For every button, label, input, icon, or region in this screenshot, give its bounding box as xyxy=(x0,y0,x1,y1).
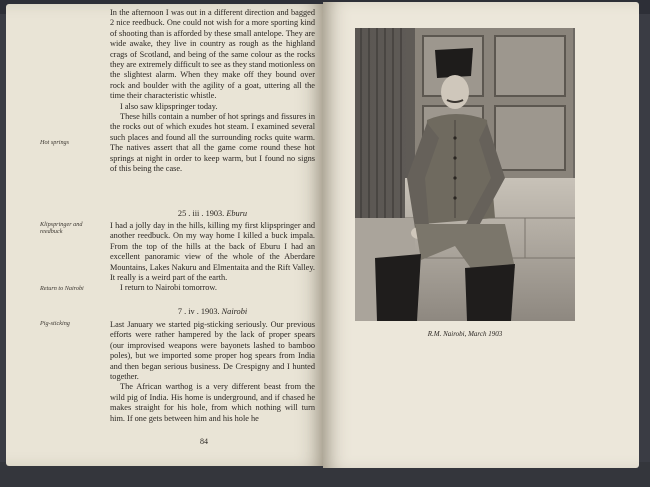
text-block-1 xyxy=(110,8,315,175)
paragraph-5: I return to Nairobi tomorrow. xyxy=(120,283,217,293)
margin-note-pig-sticking: Pig-sticking xyxy=(40,320,70,327)
margin-note-klipspringer: Klipspringer and reedbuck xyxy=(40,221,83,235)
text-block-2 xyxy=(110,221,315,294)
margin-note-return: Return to Nairobi xyxy=(40,285,84,292)
paragraph-2: I also saw klipspringer today. xyxy=(120,101,218,111)
paragraph-7: The African warthog is a very different beast from the wild pig of India. His home is underground, and if chased he makes straight for his hole, from which nothing will turn him. If one gets between him and his hole he xyxy=(110,382,315,423)
paragraph-1: In the afternoon I was out in a different direction and bagged 2 nice reedbuck. One could not wish for a more sporting kind of shooting than is afforded by these small antelope. They are wide awake, they live in country as rough as the highland crags of Scotland, and being of the same colour as the rocks they are extremely difficult to see as they stand motionless on the slightest alarm. When they make off they bound over rock and boulder with the agility of a goat, uttering all the time their characteristic whistle. xyxy=(110,8,315,101)
place-2: Nairobi xyxy=(221,307,248,316)
text-block-3 xyxy=(110,320,315,424)
date-heading-2 xyxy=(110,307,315,316)
portrait-illustration xyxy=(355,28,575,321)
page-number: 84 xyxy=(200,437,208,446)
paragraph-6: Last January we started pig-sticking seriously. Our previous efforts were rather hampered by the lack of proper spears (our improvised weapons were bayonets lashed to bamboo poles), but we imported some proper hog spears from India and then began serious business. De Crespigny and I hunted together. xyxy=(110,320,315,382)
paragraph-3: These hills contain a number of hot springs and fissures in the rocks out of which exudes hot steam. I examined several such places and found all the surrounding rocks quite warm. The natives assert that all the game come round these hot springs at night in order to keep warm, but I found no signs of this being the case. xyxy=(110,112,315,174)
date-heading-1 xyxy=(110,209,315,218)
margin-note-hot-springs: Hot springs xyxy=(40,139,70,146)
date-1: 25 . iii . 1903. xyxy=(177,209,225,218)
place-1: Eburu xyxy=(226,209,248,218)
date-2: 7 . iv . 1903. xyxy=(177,307,220,316)
paragraph-4: I had a jolly day in the hills, killing my first klipspringer and another reedbuck. On my way home I killed a buck impala. From the top of the hills at the back of Eburu I had an excellent panoramic view of the whole of the Aberdare Mountains, Lakes Nakuru and Elmentaita and the Rift Valley. It really is a weird part of the earth. xyxy=(110,221,315,283)
portrait-photograph xyxy=(355,28,575,321)
photo-caption: R.M. Nairobi, March 1903 xyxy=(427,330,503,338)
